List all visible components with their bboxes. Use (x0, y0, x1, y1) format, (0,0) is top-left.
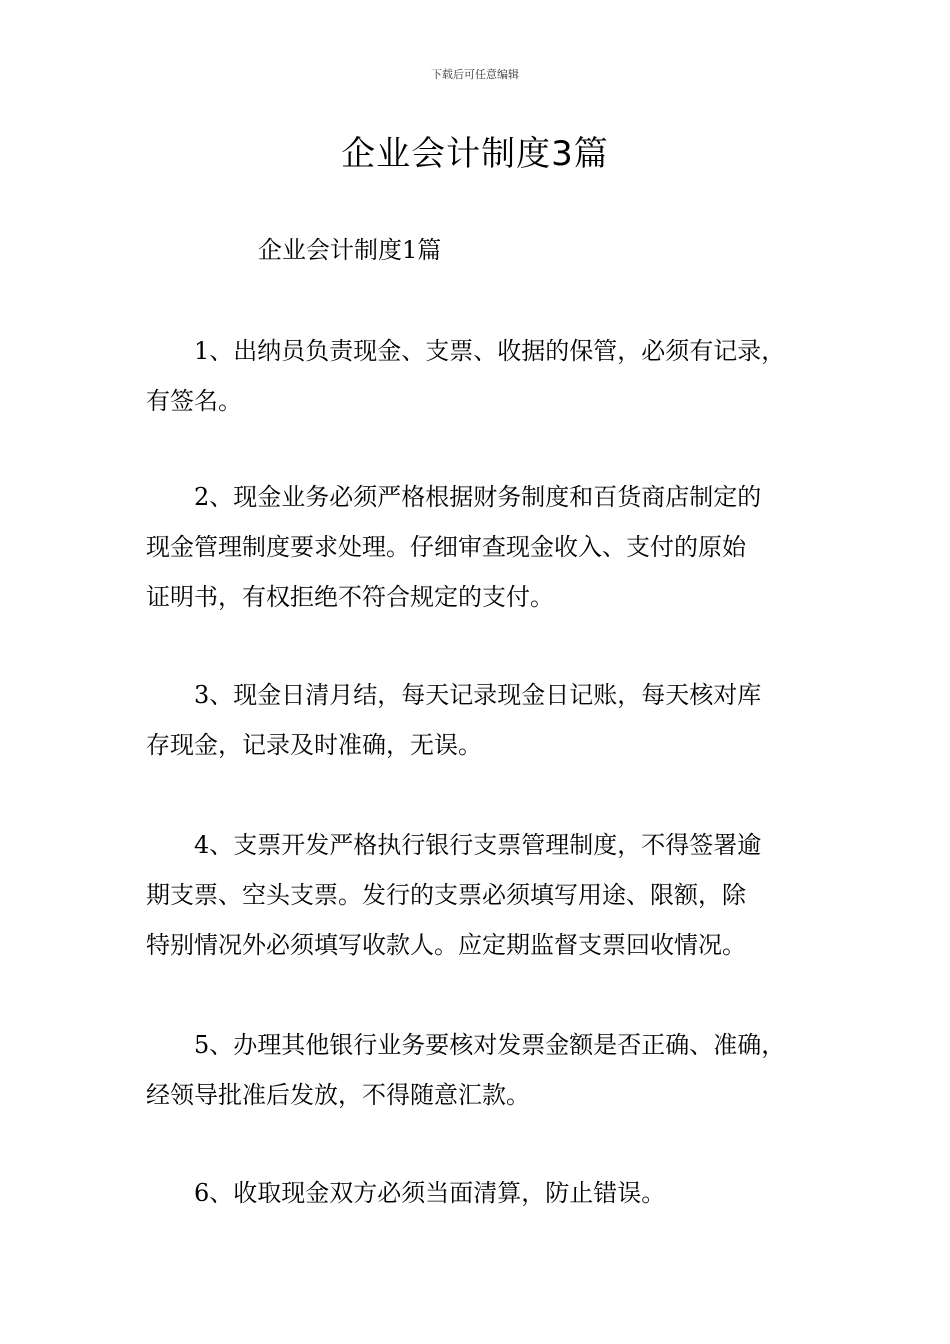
paragraph-line: 6、收取现金双方必须当面清算，防止错误。 (194, 1179, 666, 1207)
paragraph-3 (146, 670, 836, 770)
page-title: 企业会计制度3篇 (341, 134, 609, 174)
paragraph-line: 1、出纳员负责现金、支票、收据的保管，必须有记录， (194, 337, 786, 365)
paragraph-1 (146, 326, 836, 426)
paragraph-line: 5、办理其他银行业务要核对发票金额是否正确、准确， (194, 1031, 786, 1059)
paragraph-2 (146, 472, 836, 622)
paragraph-line: 有签名。 (146, 387, 242, 415)
paragraph-line: 3、现金日清月结，每天记录现金日记账，每天核对库 (194, 681, 762, 709)
paragraph-line: 现金管理制度要求处理。仔细审查现金收入、支付的原始 (146, 533, 746, 561)
paragraph-6 (146, 1168, 836, 1218)
paragraph-line: 期支票、空头支票。发行的支票必须填写用途、限额，除 (146, 881, 746, 909)
document-subtitle: 企业会计制度1篇 (258, 236, 442, 264)
paragraph-line: 特别情况外必须填写收款人。应定期监督支票回收情况。 (146, 931, 746, 959)
paragraph-line: 经领导批准后发放，不得随意汇款。 (146, 1081, 530, 1109)
paragraph-line: 证明书，有权拒绝不符合规定的支付。 (146, 583, 554, 611)
paragraph-line: 存现金，记录及时准确，无误。 (146, 731, 482, 759)
paragraph-line: 2、现金业务必须严格根据财务制度和百货商店制定的 (194, 483, 762, 511)
paragraph-4 (146, 820, 836, 970)
paragraph-5 (146, 1020, 836, 1120)
header-note: 下载后可任意编辑 (431, 68, 519, 81)
paragraph-line: 4、支票开发严格执行银行支票管理制度，不得签署逾 (194, 831, 762, 859)
